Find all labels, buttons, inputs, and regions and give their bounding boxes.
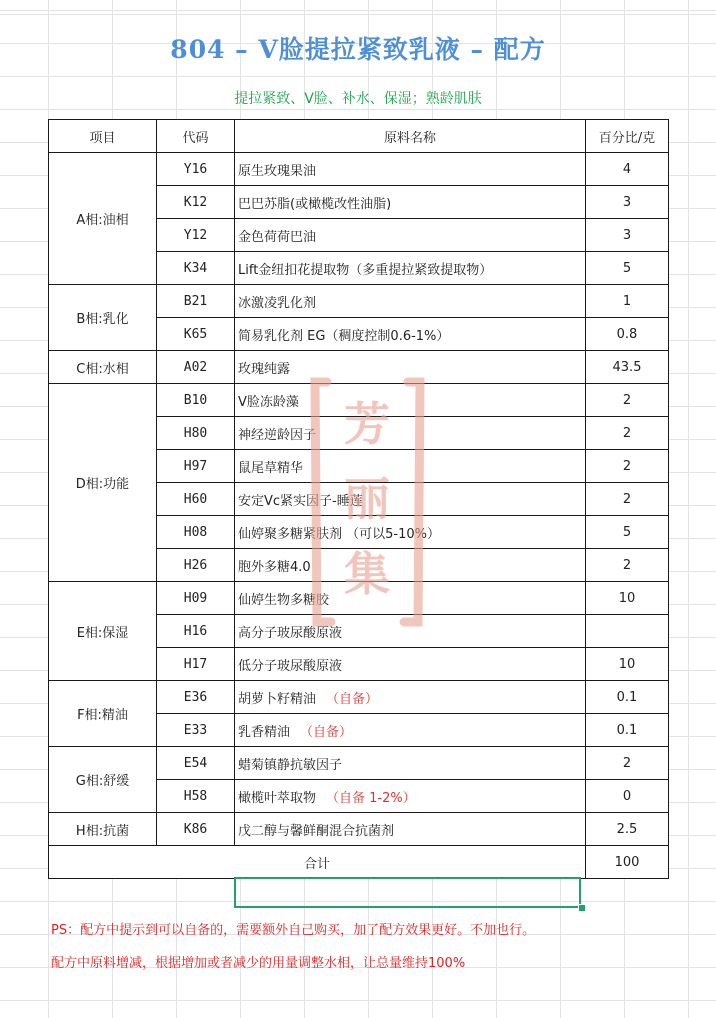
percentage-cell[interactable]: 3	[586, 219, 669, 252]
code-cell[interactable]: A02	[157, 351, 235, 384]
code-cell[interactable]: H26	[157, 549, 235, 582]
ingredient-name: 金色荷荷巴油	[238, 229, 317, 245]
ingredient-row	[49, 747, 669, 780]
percentage-cell[interactable]: 5	[586, 516, 669, 549]
page-title: 804 – V脸提拉紧致乳液 – 配方	[170, 35, 546, 64]
ingredient-name: 橄榄叶萃取物	[238, 790, 317, 806]
ingredient-name: 乳香精油	[238, 724, 291, 740]
phase-cell[interactable]: D相:功能	[49, 384, 157, 582]
watermark-char-3: 集	[344, 547, 390, 601]
percentage-cell[interactable]: 10	[586, 648, 669, 681]
ingredient-name-cell[interactable]	[235, 384, 586, 417]
fill-handle[interactable]	[578, 904, 586, 912]
ingredient-name-cell[interactable]	[235, 681, 586, 714]
percentage-cell[interactable]: 0.1	[586, 714, 669, 747]
phase-cell[interactable]: C相:水相	[49, 351, 157, 384]
ingredient-name: 安定Vc紧实因子-睡莲	[238, 493, 363, 509]
percentage-cell[interactable]	[586, 615, 669, 648]
recipe-table	[48, 119, 669, 879]
percentage-cell[interactable]: 3	[586, 186, 669, 219]
ingredient-name: 原生玫瑰果油	[238, 163, 317, 179]
ingredient-name-cell[interactable]	[235, 417, 586, 450]
ingredient-name: Lift金纽扣花提取物（多重提拉紧致提取物）	[238, 262, 493, 278]
ingredient-name: V脸冻龄藻	[238, 394, 299, 410]
code-cell[interactable]: Y12	[157, 219, 235, 252]
phase-cell[interactable]: A相:油相	[49, 153, 157, 285]
watermark-char-1: 芳	[344, 397, 390, 451]
ingredient-name-cell[interactable]	[235, 153, 586, 186]
ingredient-name: 胞外多糖4.0	[238, 559, 311, 575]
code-cell[interactable]: E54	[157, 747, 235, 780]
ingredient-name-cell[interactable]	[235, 219, 586, 252]
code-cell[interactable]: H97	[157, 450, 235, 483]
code-cell[interactable]: H08	[157, 516, 235, 549]
ingredient-name: 仙婷聚多糖紧肤剂 （可以5-10%）	[238, 526, 440, 542]
percentage-cell[interactable]: 0.1	[586, 681, 669, 714]
ingredient-name-cell[interactable]	[235, 615, 586, 648]
phase-cell[interactable]: G相:舒缓	[49, 747, 157, 813]
code-cell[interactable]: E36	[157, 681, 235, 714]
code-cell[interactable]: H60	[157, 483, 235, 516]
code-cell[interactable]: B21	[157, 285, 235, 318]
ingredient-row	[49, 351, 669, 384]
ingredient-name: 胡萝卜籽精油	[238, 691, 317, 707]
ingredient-name-cell[interactable]	[235, 450, 586, 483]
code-cell[interactable]: H17	[157, 648, 235, 681]
code-cell[interactable]: K12	[157, 186, 235, 219]
header-phase[interactable]: 项目	[49, 120, 157, 153]
ingredient-name: 低分子玻尿酸原液	[238, 658, 343, 674]
ingredient-name: 玫瑰纯露	[238, 361, 291, 377]
self-supply-note: （自备）	[326, 691, 379, 707]
code-cell[interactable]: K34	[157, 252, 235, 285]
self-supply-note: （自备 1-2%）	[326, 790, 416, 806]
ingredient-name-cell[interactable]	[235, 351, 586, 384]
code-cell[interactable]: E33	[157, 714, 235, 747]
code-cell[interactable]: K65	[157, 318, 235, 351]
percentage-cell[interactable]: 2	[586, 483, 669, 516]
code-cell[interactable]: H58	[157, 780, 235, 813]
selected-cell[interactable]	[234, 877, 581, 908]
percentage-cell[interactable]: 2	[586, 417, 669, 450]
ingredient-row	[49, 384, 669, 417]
page-subtitle: 提拉紧致、V脸、补水、保湿；熟龄肌肤	[234, 91, 482, 107]
percentage-cell[interactable]: 1	[586, 285, 669, 318]
ingredient-name-cell[interactable]	[235, 186, 586, 219]
ingredient-name-cell[interactable]	[235, 582, 586, 615]
ingredient-name-cell[interactable]	[235, 483, 586, 516]
ingredient-name: 蜡菊镇静抗敏因子	[238, 757, 343, 773]
percentage-cell[interactable]: 2	[586, 450, 669, 483]
ingredient-name-cell[interactable]	[235, 516, 586, 549]
ingredient-name: 鼠尾草精华	[238, 460, 304, 476]
total-value-cell[interactable]: 100	[586, 846, 669, 879]
percentage-cell[interactable]: 2	[586, 747, 669, 780]
ingredient-name-cell[interactable]	[235, 648, 586, 681]
phase-cell[interactable]: E相:保湿	[49, 582, 157, 681]
ingredient-name: 戊二醇与馨鲜酮混合抗菌剂	[238, 823, 395, 839]
ingredient-row	[49, 153, 669, 186]
watermark-char-2: 丽	[344, 472, 390, 526]
header-name[interactable]: 原料名称	[235, 120, 586, 153]
ingredient-name: 神经逆龄因子	[238, 427, 317, 443]
ingredient-name-cell[interactable]	[235, 780, 586, 813]
percentage-cell[interactable]: 10	[586, 582, 669, 615]
sheet-top-strip	[0, 0, 716, 15]
phase-cell[interactable]: F相:精油	[49, 681, 157, 747]
self-supply-note: （自备）	[300, 724, 353, 740]
total-label-cell[interactable]: 合计	[49, 846, 586, 879]
ingredient-name: 简易乳化剂 EG（稠度控制0.6-1%）	[238, 328, 450, 344]
percentage-cell[interactable]: 43.5	[586, 351, 669, 384]
ingredient-name-cell[interactable]	[235, 252, 586, 285]
ingredient-name-cell[interactable]	[235, 285, 586, 318]
phase-cell[interactable]: B相:乳化	[49, 285, 157, 351]
ingredient-name: 巴巴苏脂(或橄榄改性油脂)	[238, 196, 392, 212]
ingredient-name-cell[interactable]	[235, 714, 586, 747]
percentage-cell[interactable]: 0	[586, 780, 669, 813]
percentage-cell[interactable]: 2	[586, 384, 669, 417]
ingredient-row	[49, 285, 669, 318]
header-pct[interactable]: 百分比/克	[586, 120, 669, 153]
ingredient-name-cell[interactable]	[235, 747, 586, 780]
header-row	[49, 120, 669, 153]
ingredient-name-cell[interactable]	[235, 813, 586, 846]
ingredient-name: 冰激凌乳化剂	[238, 295, 317, 311]
ingredient-row	[49, 582, 669, 615]
code-cell[interactable]: K86	[157, 813, 235, 846]
percentage-cell[interactable]: 2.5	[586, 813, 669, 846]
ingredient-name-cell[interactable]	[235, 549, 586, 582]
code-cell[interactable]: H09	[157, 582, 235, 615]
header-code[interactable]: 代码	[157, 120, 235, 153]
phase-cell[interactable]: H相:抗菌	[49, 813, 157, 846]
code-cell[interactable]: B10	[157, 384, 235, 417]
ingredient-name: 仙婷生物多糖胶	[238, 592, 330, 608]
adjust-note: 配方中原料增减，根据增加或者减少的用量调整水相，让总量维持100%	[51, 956, 466, 971]
ingredient-row	[49, 813, 669, 846]
recipe-body	[49, 153, 669, 846]
ingredient-row	[49, 681, 669, 714]
code-cell[interactable]: H16	[157, 615, 235, 648]
percentage-cell[interactable]: 2	[586, 549, 669, 582]
ps-note: PS：配方中提示到可以自备的，需要额外自己购买，加了配方效果更好。不加也行。	[51, 923, 536, 938]
percentage-cell[interactable]: 5	[586, 252, 669, 285]
code-cell[interactable]: H80	[157, 417, 235, 450]
percentage-cell[interactable]: 4	[586, 153, 669, 186]
ingredient-name: 高分子玻尿酸原液	[238, 625, 343, 641]
ingredient-name-cell[interactable]	[235, 318, 586, 351]
total-row	[49, 846, 669, 879]
code-cell[interactable]: Y16	[157, 153, 235, 186]
percentage-cell[interactable]: 0.8	[586, 318, 669, 351]
